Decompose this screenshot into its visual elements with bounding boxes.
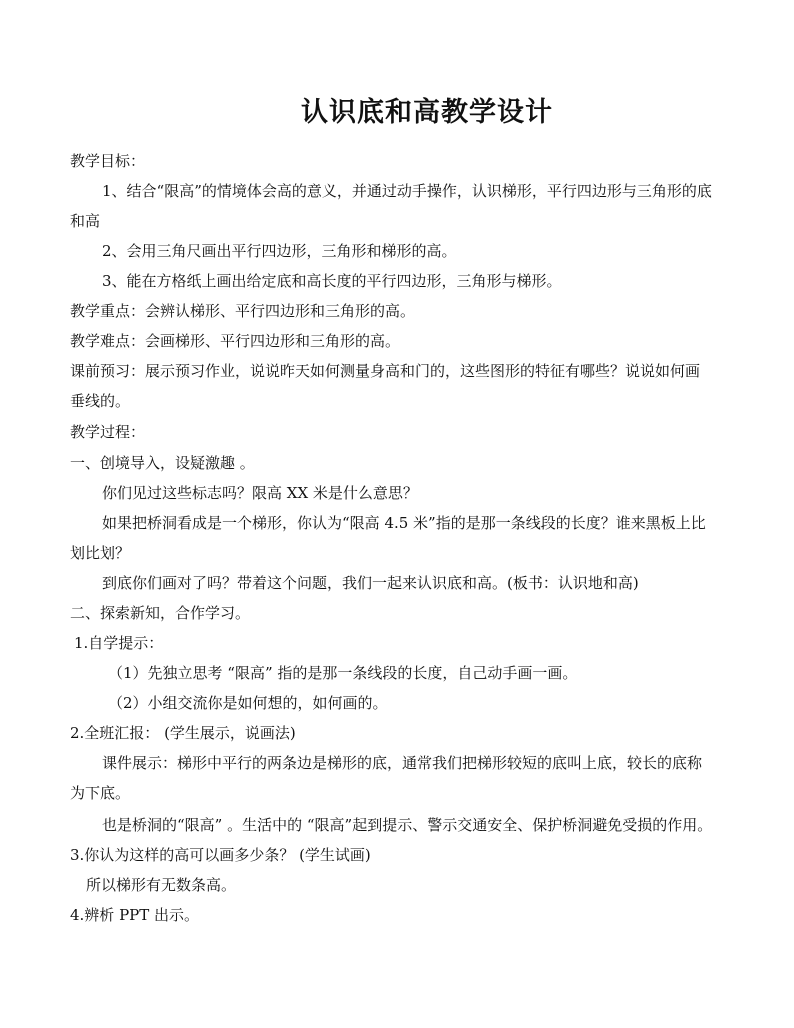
preview-line-2: 垂线的。: [70, 392, 131, 410]
conclusion: 所以梯形有无数条高。: [86, 876, 237, 894]
difficult-points: 教学难点：会画梯形、平行四边形和三角形的高。: [70, 332, 401, 350]
process-heading: 教学过程：: [70, 423, 146, 441]
objective-3: 3、能在方格纸上画出给定底和高长度的平行四边形，三角形与梯形。: [102, 272, 562, 290]
section-1-heading: 一、创境导入，设疑激趣 。: [70, 454, 255, 472]
document-title: 认识底和高教学设计: [301, 97, 553, 128]
objectives-heading: 教学目标：: [70, 152, 146, 170]
objective-1-line-1: 1、结合“限高”的情境体会高的意义，并通过动手操作，认识梯形，平行四边形与三角形的底: [102, 182, 712, 200]
section-2-heading: 二、探索新知，合作学习。: [70, 604, 251, 622]
courseware-line-1: 课件展示：梯形中平行的两条边是梯形的底，通常我们把梯形较短的底叫上底，较长的底称: [102, 754, 703, 772]
objective-2: 2、会用三角尺画出平行四边形，三角形和梯形的高。: [102, 242, 457, 260]
height-limit-explanation: 也是桥洞的“限高” 。生活中的 “限高”起到提示、警示交通安全、保护桥洞避免受损的作用。: [102, 816, 713, 834]
self-study-step-1: （1）先独立思考 “限高” 指的是那一条线段的长度，自己动手画一画。: [108, 664, 578, 682]
section-1-transition: 到底你们画对了吗？带着这个问题，我们一起来认识底和高。(板书：认识地和高): [102, 574, 639, 592]
class-report-heading: 2.全班汇报： (学生展示，说画法): [70, 724, 296, 742]
question-3: 3.你认为这样的高可以画多少条？ (学生试画): [70, 846, 371, 864]
section-1-bridge-line-2: 划比划？: [70, 544, 131, 562]
step-4: 4.辨析 PPT 出示。: [70, 906, 200, 924]
preview-line-1: 课前预习：展示预习作业，说说昨天如何测量身高和门的，这些图形的特征有哪些？说说如何画: [70, 362, 701, 380]
courseware-line-2: 为下底。: [70, 784, 131, 802]
self-study-step-2: （2）小组交流你是如何想的，如何画的。: [108, 694, 388, 712]
objective-1-line-2: 和高: [70, 212, 101, 230]
section-1-bridge-line-1: 如果把桥洞看成是一个梯形，你认为“限高 4.5 米”指的是那一条线段的长度？谁来黑板上比: [102, 514, 706, 532]
self-study-heading: 1.自学提示：: [74, 634, 164, 652]
section-1-question: 你们见过这些标志吗？限高 XX 米是什么意思？: [102, 484, 418, 502]
key-points: 教学重点：会辨认梯形、平行四边形和三角形的高。: [70, 302, 416, 320]
